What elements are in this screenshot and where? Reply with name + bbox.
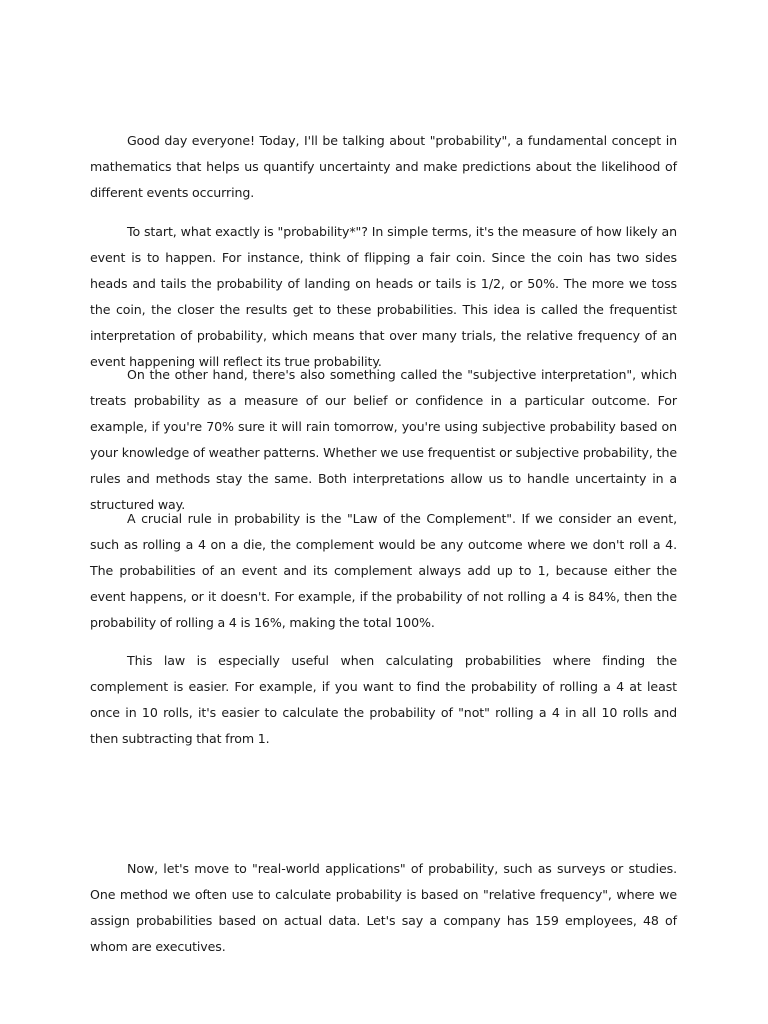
paragraph-definition: To start, what exactly is "probability*"? In simple terms, it's the measure of how likely an event is to happen. For instance, think of flipping a fair coin. Since the coin has two sides heads and tails the probability of landing on heads or tails is 1/2, or 50%. The more we toss the coin, the closer the results get to these probabilities. This idea is called the frequentist interpretation of probability, which means that over many trials, the relative frequency of an event happening will reflect its true probability. [90, 224, 677, 369]
paragraph-complement-usage: This law is especially useful when calculating probabilities where finding the complement is easier. For example, if you want to find the probability of rolling a 4 at least once in 10 rolls, it's easier to calculate the probability of "not" rolling a 4 in all 10 rolls and then subtracting that from 1. [90, 653, 677, 746]
paragraph-applications: Now, let's move to "real-world applications" of probability, such as surveys or studies. One method we often use to calculate probability is based on "relative frequency", where we assign probabilities based on actual data. Let's say a company has 159 employees, 48 of whom are executives. [90, 861, 677, 954]
paragraph-subjective: On the other hand, there's also something called the "subjective interpretation", which treats probability as a measure of our belief or confidence in a particular outcome. For example, if you're 70% sure it will rain tomorrow, you're using subjective probability based on your knowledge of weather patterns. Whether we use frequentist or subjective probability, the rules and methods stay the same. Both interpretations allow us to handle uncertainty in a structured way. [90, 367, 677, 512]
paragraph-complement-rule: A crucial rule in probability is the "Law of the Complement". If we consider an event, such as rolling a 4 on a die, the complement would be any outcome where we don't roll a 4. The probabilities of an event and its complement always add up to 1, because either the event happens, or it doesn't. For example, if the probability of not rolling a 4 is 84%, then the probability of rolling a 4 is 16%, making the total 100%. [90, 511, 677, 630]
paragraph-intro: Good day everyone! Today, I'll be talking about "probability", a fundamental concept in mathematics that helps us quantify uncertainty and make predictions about the likelihood of different events occurring. [90, 133, 677, 200]
